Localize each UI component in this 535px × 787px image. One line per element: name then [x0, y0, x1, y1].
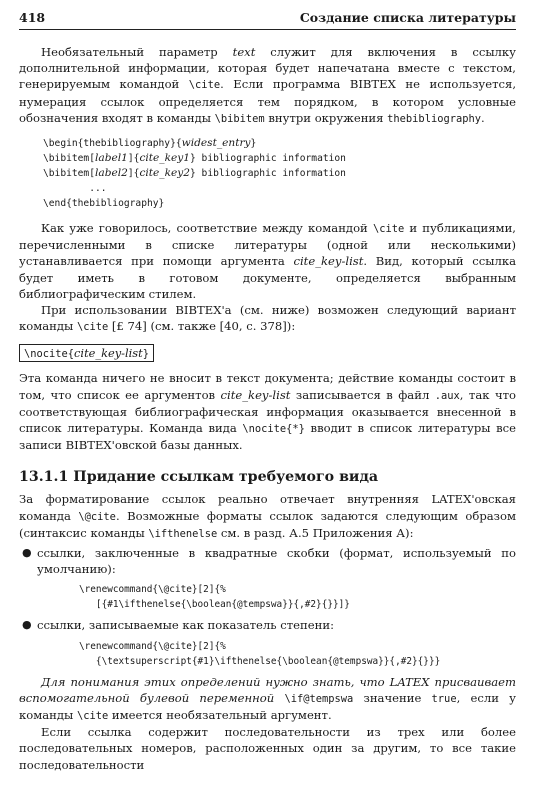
code-block-thebibliography: \begin{thebibliography}{widest_entry} \bibitem[label1]{cite_key1} bibliographic information \bibitem[label2]{cite_key2} bibliographic information ... \end{thebibliography} [43, 137, 346, 210]
running-header [19, 10, 516, 30]
bullet-icon: ● [22, 618, 32, 632]
paragraph-nocite-description: Эта команда ничего не вносит в текст документа; действие команды состоит в том, что список ее аргументов cite_key-list записывается в файл .aux, так что соответствующая библиографическая информация оказывается внесенной в список литературы. Команда вида \nocite{*} вводит в список литературы все записи BIBTEX'овской базы данных. [19, 371, 517, 453]
code-block-superscript: \renewcommand{\@cite}[2]{% {\textsuperscript{#1}\ifthenelse{\boolean{@tempswa}}{,#2}{}}} [79, 640, 441, 667]
book-page [19, 10, 516, 773]
paragraph-sequences: Если ссылка содержит последовательности из трех или более последовательных номеров, расположенных один за другим, то все такие последовательности [19, 725, 516, 772]
bullet-icon: ● [22, 546, 32, 560]
code-block-brackets: \renewcommand{\@cite}[2]{% [{#1\ifthenelse{\boolean{@tempswa}}{,#2}{}}]} [79, 584, 350, 611]
nocite-syntax-box: \nocite{cite_key-list} [19, 344, 154, 362]
paragraph-cite-formatting: За форматирование ссылок реально отвечает внутренняя LATEX'овская команда \@cite. Возможные форматы ссылок задаются следующим образом (синтаксис команды \ifthenelse см. в разд. А.5 Приложения А): [19, 492, 516, 540]
paragraph-tempswa: Для понимания этих определений нужно знать, что LATEX присваивает вспомогательной булевой переменной \if@tempswa значение true, если у команды \cite имеется необязательный аргумент. [19, 674, 516, 723]
paragraph-cite-correspondence: Как уже говорилось, соответствие между командой \cite и публикациями, перечисленными в списке литературы (одной или несколькими) устанавливается при помощи аргумента cite_key-list. Вид, который ссылка будет иметь в готовом документе, определяется выбранным библиографическим стилем. [19, 221, 516, 301]
paragraph-bibtex-variant: При использовании BIBTEX'а (см. ниже) возможен следующий вариант команды \cite [£ 74] (см. также [40, с. 378]): [19, 303, 516, 334]
format-list [19, 545, 516, 669]
list-item: ● ссылки, записываемые как показатель степени: \renewcommand{\@cite}[2]{% {\textsuperscript{#1}\ifthenelse{\boolean{@tempswa}}{,#2}{}}} [19, 617, 516, 668]
section-heading: 13.1.1 Придание ссылкам требуемого вида [19, 469, 379, 486]
paragraph-optional-text: Необязательный параметр text служит для включения в ссылку дополнительной информации, которая будет напечатана вместе с текстом, генерируемым командой \cite. Если программа BIBTEX не используется, нумерация ссылок определяется тем порядком, в котором условные обозначения входят в команды \bibitem внутри окружения thebibliography. [19, 45, 517, 125]
list-item: ● ссылки, заключенные в квадратные скобки (формат, используемый по умолчанию): \renewcommand{\@cite}[2]{% [{#1\ifthenelse{\boolean{@tempswa}}{,#2}{}}]} [22, 546, 516, 611]
running-title: Создание списка литературы [299, 10, 516, 25]
page-number: 418 [19, 10, 46, 25]
